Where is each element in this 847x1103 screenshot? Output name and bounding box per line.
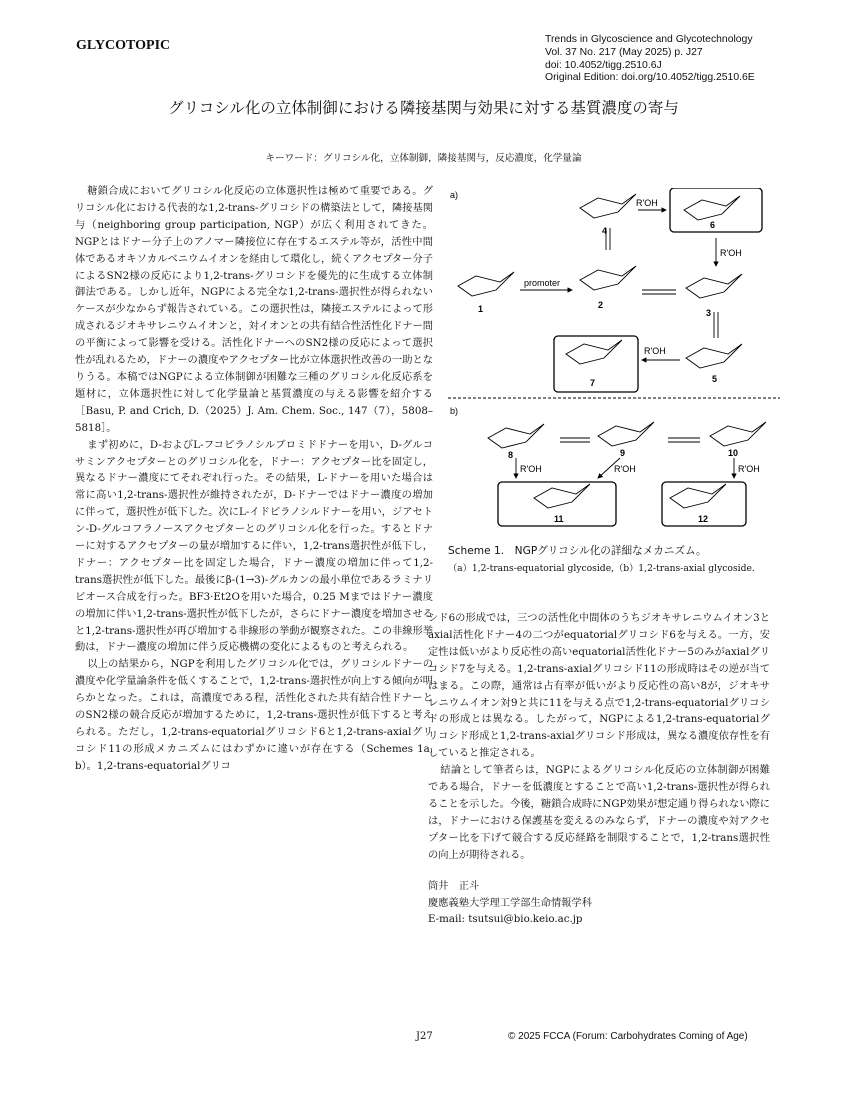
- journal-tag: GLYCOTOPIC: [76, 38, 171, 53]
- page-number: J27: [416, 1031, 433, 1042]
- doi[interactable]: doi: 10.4052/tigg.2510.6J: [545, 59, 662, 71]
- compound-11: 11: [554, 514, 564, 524]
- compound-12: 12: [698, 514, 709, 524]
- promoter-label: promoter: [524, 278, 561, 288]
- sugar-2: [580, 266, 636, 290]
- compound-3: 3: [706, 308, 712, 318]
- sugar-9: [598, 422, 654, 446]
- compound-5: 5: [712, 374, 718, 384]
- roh-label: R'OH: [614, 464, 636, 474]
- roh-label: R'OH: [520, 464, 542, 474]
- copyright: © 2025 FCCA (Forum: Carbohydrates Coming of Age): [508, 1031, 748, 1042]
- sugar-10: [710, 422, 766, 446]
- roh-label: R'OH: [644, 346, 666, 356]
- right-column: [428, 610, 770, 928]
- compound-2: 2: [598, 300, 604, 310]
- sugar-7: [566, 340, 622, 364]
- sugar-8: [488, 424, 544, 448]
- left-column: [75, 183, 433, 775]
- sugar-11: [534, 484, 590, 508]
- roh-label: R'OH: [720, 248, 742, 258]
- keywords: キーワード：グリコシル化，立体制御，隣接基関与，反応濃度，化学量論: [265, 153, 582, 164]
- sugar-6: [684, 196, 740, 220]
- roh-label: R'OH: [636, 198, 658, 208]
- paragraph: 以上の結果から，NGPを利用したグリコシル化では，グリコシルドナーの濃度や化学量論条件を低くすることで，1,2-trans-選択性が向上する傾向が明らかとなった。これは，高濃度である程，活性化された共有結合性ドナーとのSN2様の競合反応が増加するために，1,2-trans-選択性が低下すると考えられる。ただし，1,2-trans-equatorialグリコシド6と1,2-trans-axialグリコシド11の形成メカニズムにはわずかに違いが存在する（Schemes 1a, b）。1,2-trans-equatorialグリコ: [75, 658, 433, 772]
- article-title: グリコシル化の立体制御における隣接基関与効果に対する基質濃度の寄与: [168, 99, 679, 117]
- reaction-scheme: [448, 188, 780, 530]
- roh-label: R'OH: [738, 464, 760, 474]
- sugar-3: [686, 274, 742, 298]
- compound-7: 7: [590, 378, 596, 388]
- author-email[interactable]: E-mail: tsutsui@bio.keio.ac.jp: [428, 913, 583, 926]
- paragraph: 結論として筆者らは，NGPによるグリコシル化反応の立体制御が困難である場合，ドナーを低濃度とすることで高い1,2-trans-選択性が得られることを示した。今後，糖鎖合成時にNGP効果が想定通り得られない際には，ドナーにおける保護基を変えるのみならず，ドナーの濃度や対アクセプター比を下げて競合する反応経路を制限することで，1,2-trans選択性の向上が期待される。: [428, 764, 770, 861]
- scheme-caption: Scheme 1. NGPグリコシル化の詳細なメカニズム。: [448, 545, 707, 557]
- author-name: 筒井 正斗: [428, 879, 480, 892]
- paragraph: 糖鎖合成においてグリコシル化反応の立体選択性は極めて重要である。グリコシル化における代表的な1,2-trans-グリコシドの構築法として，隣接基関与（neighboring group participation, NGP）が広く利用されてきた。NGPとはドナー分子上のアノマー隣接位に存在するエステル等が，活性中間体であるオキソカルベニウムイオンを経由して環化し，続くアクセプター分子によるSN2様の反応により1,2-trans-グリコシドを優先的に生成する立体制御法である。しかし近年，NGPによる完全な1,2-trans-選択性が得られないケースが少なからず報告されている。この選択性は，隣接エステルによって形成されるジオキサレニウムイオンと，対イオンとの共有結合性活性化ドナー間の平衡によって影響を受ける。活性化ドナーへのSN2様の反応によって選択性が乱れるため，ドナーの濃度やアクセプター比が立体選択性改善の一助となりうる。本稿ではNGPによる立体制御が困難な三種のグリコシル化反応系を題材に，立体選択性に対して化学量論と基質濃度の与える影響を紹介する［Basu, P. and Crich, D.（2025）J. Am. Chem. Soc., 147（7），5808–5818］。: [75, 185, 433, 434]
- scheme-part-a-label: a): [450, 190, 459, 200]
- sugar-12: [670, 484, 726, 508]
- product-box-7: [554, 336, 638, 392]
- paragraph: まず初めに，D-およびL-フコピラノシルブロミドドナーを用い，D-グルコサミンアクセプターとのグリコシル化を，ドナー：アクセプター比を固定し，異なるドナー濃度にてそれぞれ行った。その結果，L-ドナーを用いた場合は常に高い1,2-trans-選択性が維持されたが，D-ドナーではドナー濃度の増加に伴って，選択性が低下した。次にL-イドピラノシルドナーを用い，ジアセトン-D-グルコフラノースアクセプターとのグリコシル化を行った。するとドナーに対するアクセプターの量が増加するに伴い，1,2-trans選択性が低下し，ドナー：アクセプター比を固定した場合，ドナー濃度の増加に伴って1,2-trans選択性が低下した。最後にβ-(1→3)-グルカンの最小単位であるラミナリビオース合成を行った。BF3·Et2Oを用いた場合，0.25 Mまではドナー濃度の増加に伴い1,2-trans-選択性が低下したが，さらにドナー濃度を増加させると1,2-trans-選択性が再び増加する非線形の挙動が観察された。この非線形挙動は，ドナー濃度の増加に伴う反応機構の変化によるものと考えられる。: [75, 438, 433, 654]
- journal-name: Trends in Glycoscience and Glycotechnology: [545, 34, 753, 45]
- sugar-1: [458, 272, 514, 296]
- volume-info: Vol. 37 No. 217 (May 2025) p. J27: [545, 46, 703, 58]
- compound-1: 1: [478, 304, 484, 314]
- author-affiliation: 慶應義塾大学理工学部生命情報学科: [428, 896, 593, 909]
- compound-4: 4: [602, 226, 608, 236]
- scheme-subcaption: （a）1,2-trans-equatorial glycoside,（b）1,2-trans-axial glycoside.: [448, 563, 755, 574]
- compound-6: 6: [710, 220, 716, 230]
- compound-8: 8: [508, 450, 514, 460]
- sugar-4: [580, 194, 636, 218]
- journal-info: [545, 34, 755, 85]
- compound-10: 10: [728, 448, 739, 458]
- original-edition[interactable]: Original Edition: doi.org/10.4052/tigg.2510.6E: [545, 72, 755, 84]
- paragraph: シド6の形成では，三つの活性化中間体のうちジオキサレニウムイオン3とaxial活性化ドナー4の二つがequatorialグリコシド6を与える。一方，安定性は低いがより反応性の高いequatorial活性化ドナー5のみがaxialグリコシド7を与える。1,2-trans-axialグリコシド11の形成時はその逆が当てはまる。この際，通常は占有率が低いがより反応性の高い8が，ジオキサレニウムイオン対9と共に11を与える点で1,2-trans-equatorialグリコシドの形成とは異なる。したがって，NGPによる1,2-trans-equatorialグリコシド形成と1,2-trans-axialグリコシド形成は，異なる濃度依存性を有していると推定される。: [428, 612, 770, 760]
- compound-9: 9: [620, 448, 626, 458]
- sugar-5: [686, 344, 742, 368]
- scheme-part-b-label: b): [450, 406, 459, 416]
